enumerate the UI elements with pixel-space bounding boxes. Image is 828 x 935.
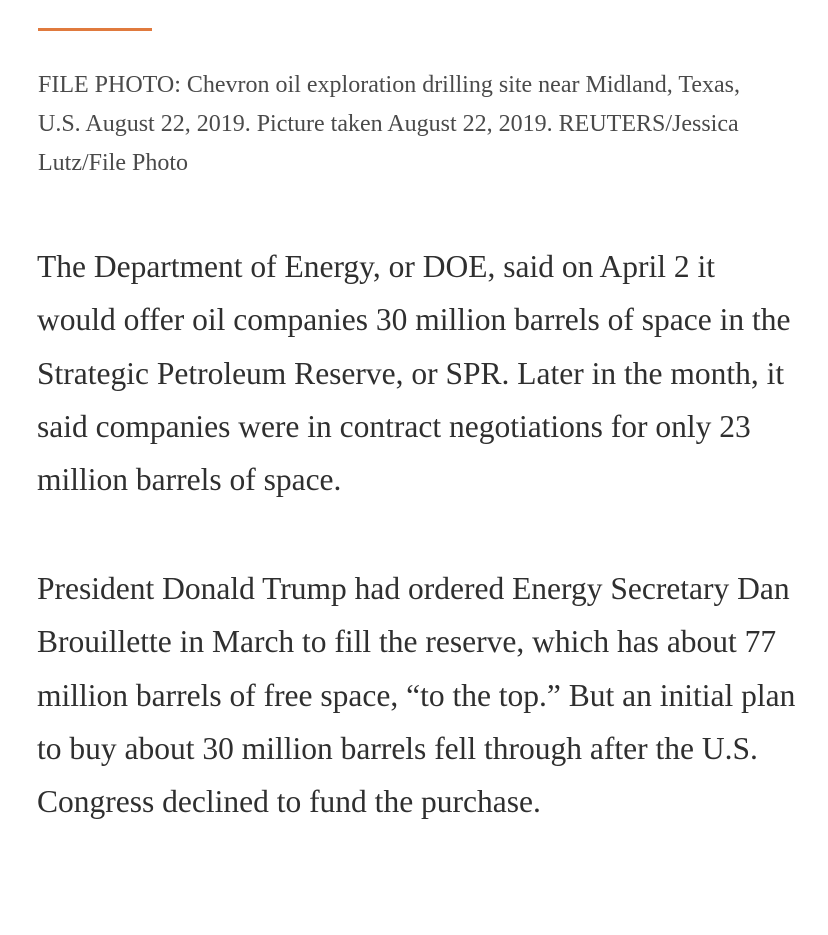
article-paragraph: President Donald Trump had ordered Energy Secretary Dan Brouillette in March to fill the reserve, which has about 77 million barrels of free space, “to the top.” But an initial plan to buy about 30 million barrels fell through after the U.S. Congress declined to fund the purchase. bbox=[37, 571, 796, 820]
photo-caption: FILE PHOTO: Chevron oil exploration drilling site near Midland, Texas, U.S. August 22, 2019. Picture taken August 22, 2019. REUTERS/Jessica Lutz/File Photo bbox=[38, 72, 740, 176]
article-paragraph: The Department of Energy, or DOE, said on April 2 it would offer oil companies 30 million barrels of space in the Strategic Petroleum Reserve, or SPR. Later in the month, it said companies were in contract negotiations for only 23 million barrels of space. bbox=[37, 249, 791, 498]
accent-divider bbox=[38, 28, 152, 31]
